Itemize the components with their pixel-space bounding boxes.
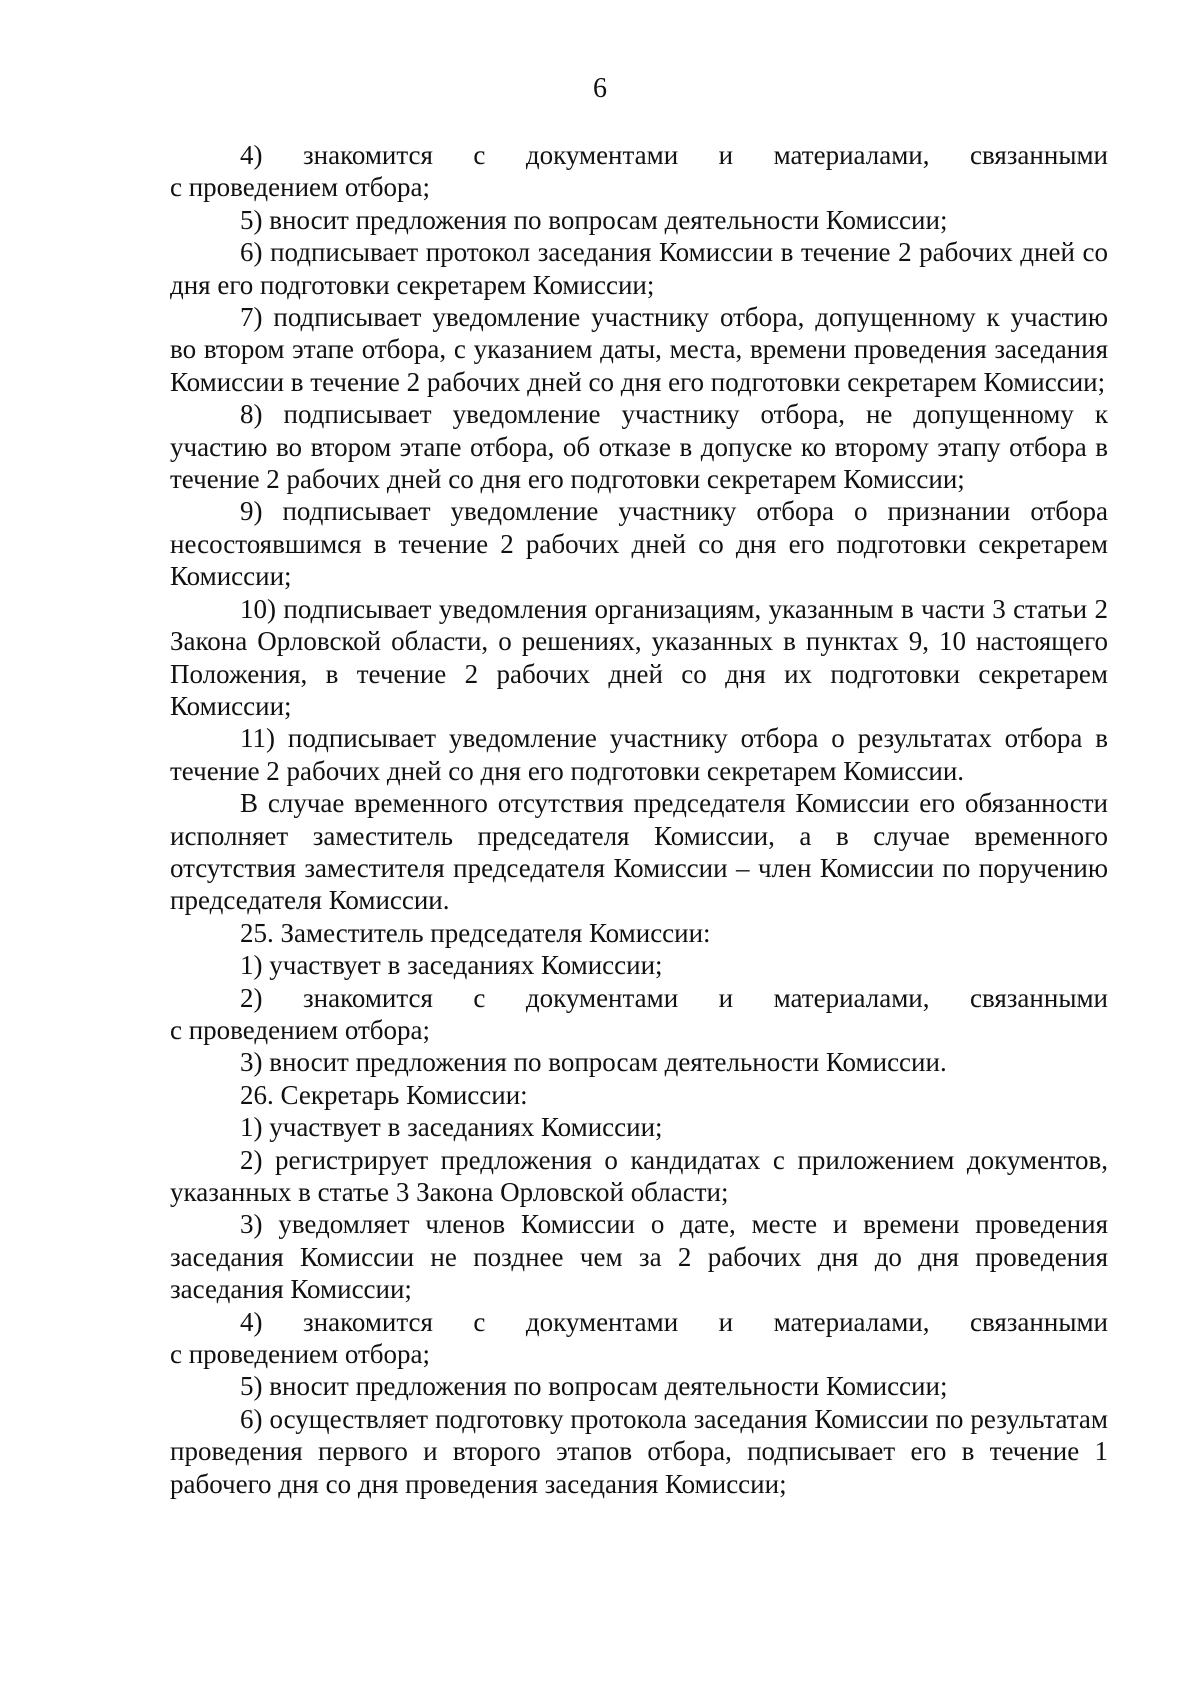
paragraph-24-item-4: 4) знакомится с документами и материалами, связанными	[240, 140, 1108, 170]
section-25-heading: 25. Заместитель председателя Комиссии:	[240, 917, 711, 948]
paragraph-24-item-10: 10) подписывает уведомления организациям, указанным в части 3 статьи 2 Закона Орловской области, о решениях, указанных в пунктах 9, 10 настоящего Положения, в течение 2 рабочих дней со дня их подготовки секретарем Комиссии;	[170, 593, 1108, 721]
document-body	[170, 139, 1108, 1500]
paragraph-26-item-3: 3) уведомляет членов Комиссии о дате, месте и времени проведения заседания Комиссии не позднее чем за 2 рабочих дня до дня проведения заседания Комиссии;	[170, 1209, 1108, 1305]
paragraph-26-item-1: 1) участвует в заседаниях Комиссии;	[240, 1112, 663, 1143]
paragraph-24-item-11: 11) подписывает уведомление участнику отбора о результатах отбора в течение 2 рабочих дней со дня его подготовки секретарем Комиссии.	[170, 723, 1108, 786]
paragraph-26-item-6: 6) осуществляет подготовку протокола заседания Комиссии по результатам проведения первого и второго этапов отбора, подписывает его в течение 1 рабочего дня со дня проведения заседания Комиссии;	[170, 1403, 1108, 1499]
paragraph-24-item-7: 7) подписывает уведомление участнику отбора, допущенному к участию во втором этапе отбора, с указанием даты, места, времени проведения заседания Комиссии в течение 2 рабочих дней со дня его подготовки секретарем Комиссии;	[170, 302, 1108, 397]
paragraph-25-item-2-continuation: с проведением отбора;	[170, 1014, 431, 1045]
paragraph-26-item-4-continuation: с проведением отбора;	[170, 1339, 431, 1370]
paragraph-26-item-2: 2) регистрирует предложения о кандидатах с приложением документов, указанных в статье 3 Закона Орловской области;	[170, 1144, 1108, 1207]
paragraph-24-item-5: 5) вносит предложения по вопросам деятельности Комиссии;	[240, 204, 948, 235]
paragraph-24-item-9: 9) подписывает уведомление участнику отбора о признании отбора несостоявшимся в течение 2 рабочих дней со дня его подготовки секретарем Комиссии;	[170, 496, 1108, 592]
paragraph-24-item-4-continuation: с проведением отбора;	[170, 172, 431, 203]
paragraph-24-item-6: 6) подписывает протокол заседания Комиссии в течение 2 рабочих дней со дня его подготовки секретарем Комиссии;	[170, 237, 1108, 300]
paragraph-26-item-5: 5) вносит предложения по вопросам деятельности Комиссии;	[240, 1371, 948, 1402]
page-number: 6	[593, 73, 607, 104]
paragraph-25-item-2: 2) знакомится с документами и материалами, связанными	[240, 982, 1108, 1013]
section-26-heading: 26. Секретарь Комиссии:	[240, 1079, 528, 1110]
paragraph-chair-absence: В случае временного отсутствия председателя Комиссии его обязанности исполняет заместитель председателя Комиссии, а в случае временного отсутствия заместителя председателя Комиссии – член Комиссии по поручению председателя Комиссии.	[170, 788, 1108, 916]
paragraph-25-item-1: 1) участвует в заседаниях Комиссии;	[240, 950, 663, 981]
paragraph-26-item-4: 4) знакомится с документами и материалами, связанными	[240, 1306, 1108, 1337]
paragraph-24-item-8: 8) подписывает уведомление участнику отбора, не допущенному к участию во втором этапе отбора, об отказе в допуске ко второму этапу отбора в течение 2 рабочих дней со дня его подготовки секретарем Комиссии;	[170, 399, 1108, 495]
paragraph-25-item-3: 3) вносит предложения по вопросам деятельности Комиссии.	[240, 1047, 947, 1078]
